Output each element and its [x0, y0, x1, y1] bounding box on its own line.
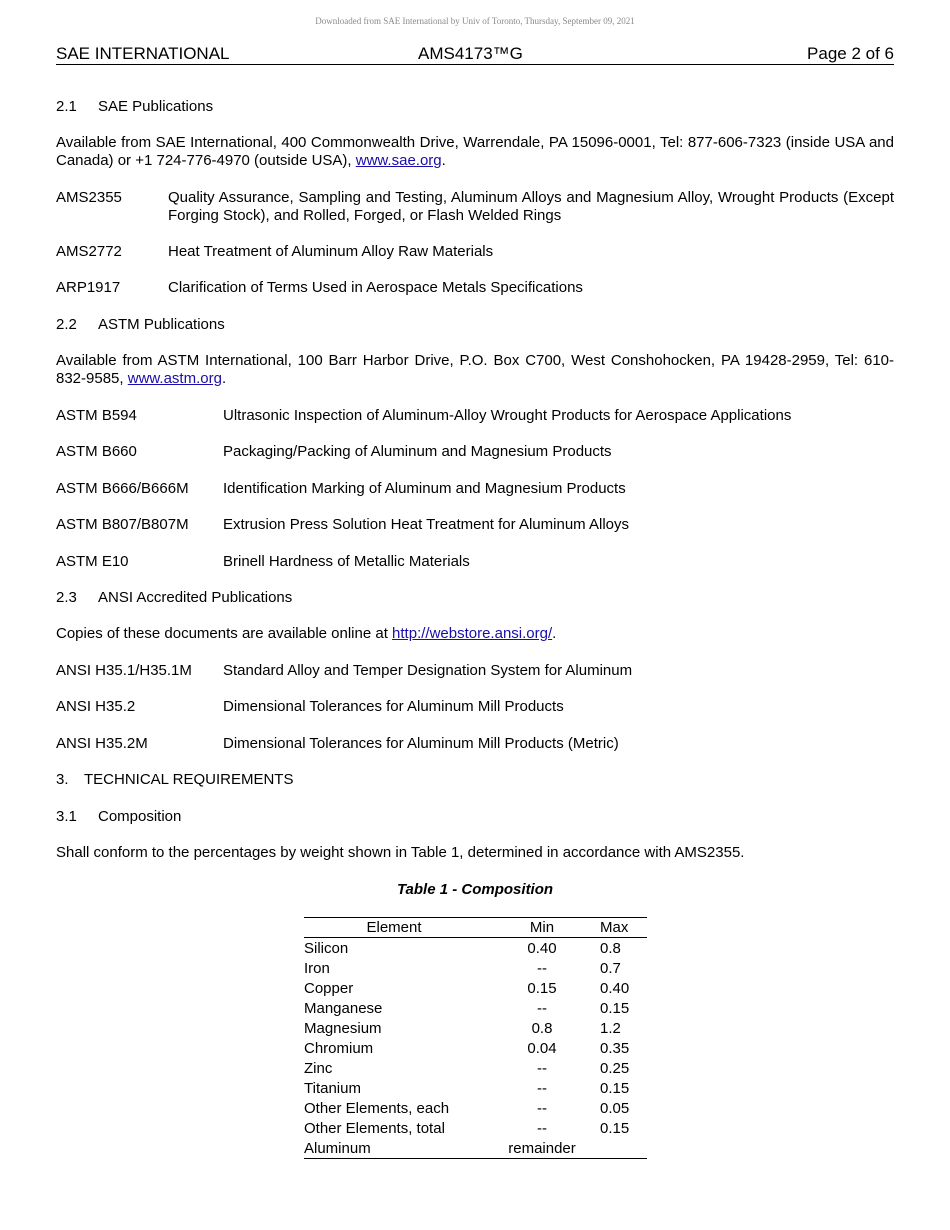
cell-max: 0.15: [600, 999, 630, 1017]
column-header-min: Min: [484, 918, 600, 938]
reference-title: Heat Treatment of Aluminum Alloy Raw Materials: [168, 243, 494, 260]
section-title: ASTM Publications: [98, 316, 225, 333]
cell-min: --: [537, 1119, 547, 1137]
cell-element: Other Elements, each: [304, 1099, 450, 1117]
reference-code: ASTM E10: [56, 553, 129, 570]
cell-element: Zinc: [304, 1059, 333, 1077]
reference-title: Standard Alloy and Temper Designation System for Aluminum: [223, 662, 633, 679]
reference-item: [56, 735, 894, 753]
table-row: [304, 1098, 647, 1118]
table-body: [304, 938, 647, 1159]
table-row: [304, 1138, 647, 1159]
section-number: 2.1: [56, 98, 77, 115]
astm-website-link[interactable]: www.astm.org: [127, 370, 222, 387]
section-number: 2.2: [56, 316, 77, 333]
paragraph-end: .: [221, 370, 227, 387]
table-header-row: [304, 918, 647, 938]
section-title: SAE Publications: [98, 98, 214, 115]
reference-item: [56, 279, 894, 297]
cell-min: --: [537, 999, 547, 1017]
cell-min: 0.04: [527, 1039, 557, 1057]
reference-item: [56, 407, 894, 425]
reference-code: ANSI H35.2M: [56, 735, 148, 752]
table-row: [304, 1078, 647, 1098]
cell-min: 0.8: [531, 1019, 553, 1037]
ansi-availability-paragraph: [56, 625, 894, 643]
reference-title: Clarification of Terms Used in Aerospace Metals Specifications: [168, 279, 583, 296]
cell-max: 0.7: [600, 959, 621, 977]
cell-max: 0.25: [600, 1059, 630, 1077]
reference-item: [56, 698, 894, 716]
cell-max: [600, 1138, 647, 1159]
cell-element: Copper: [304, 979, 354, 997]
paragraph-end: .: [441, 152, 446, 169]
cell-min: remainder: [484, 1138, 600, 1159]
reference-code: ASTM B666/B666M: [56, 480, 189, 497]
sae-website-link[interactable]: www.sae.org: [355, 152, 442, 169]
section-heading-3: [56, 771, 293, 789]
table-row: [304, 1038, 647, 1058]
reference-item: [56, 480, 894, 498]
section-heading-3-1: [56, 808, 181, 826]
reference-title: Packaging/Packing of Aluminum and Magnesium Products: [223, 443, 612, 460]
reference-code: ASTM B594: [56, 407, 137, 424]
reference-item: [56, 443, 894, 461]
reference-title: Quality Assurance, Sampling and Testing, Aluminum Alloys and Magnesium Alloy, Wrought Products (Except Forging Stock), and Rolled, Forged, or Flash Welded Rings: [168, 189, 894, 224]
cell-element: Magnesium: [304, 1019, 382, 1037]
cell-min: 0.15: [527, 979, 557, 997]
cell-max: 1.2: [600, 1019, 621, 1037]
cell-element: Iron: [304, 959, 330, 977]
cell-element: Titanium: [304, 1079, 361, 1097]
section-heading-2-1: [56, 98, 213, 116]
cell-min: 0.40: [527, 939, 557, 957]
composition-table: [304, 917, 647, 1159]
table-row: [304, 1118, 647, 1138]
cell-min: --: [537, 1099, 547, 1117]
reference-item: [56, 243, 894, 261]
reference-code: ANSI H35.1/H35.1M: [56, 662, 192, 679]
table-row: [304, 1018, 647, 1038]
cell-max: 0.35: [600, 1039, 630, 1057]
table-row: [304, 998, 647, 1018]
cell-element: Chromium: [304, 1039, 374, 1057]
cell-min: --: [537, 1079, 547, 1097]
cell-element: Aluminum: [304, 1138, 484, 1159]
reference-item: [56, 516, 894, 534]
section-number: 3.1: [56, 808, 77, 825]
paragraph-text: Available from ASTM International, 100 Barr Harbor Drive, P.O. Box C700, West Conshohocken, PA 19428-2959, Tel: 610-832-9585,: [56, 352, 894, 387]
reference-code: ARP1917: [56, 279, 121, 296]
column-header-element: Element: [304, 918, 484, 938]
reference-code: AMS2355: [56, 189, 122, 206]
header-page-number: Page 2 of 6: [807, 44, 894, 63]
cell-max: 0.40: [600, 979, 630, 997]
cell-max: 0.15: [600, 1119, 630, 1137]
page-header: [56, 44, 894, 65]
cell-min: --: [537, 959, 547, 977]
header-publisher: SAE INTERNATIONAL: [56, 44, 230, 63]
reference-item: [56, 553, 894, 571]
column-header-max: Max: [600, 918, 647, 938]
section-heading-2-3: [56, 589, 292, 607]
cell-element: Silicon: [304, 939, 349, 957]
reference-item: [56, 189, 894, 225]
table-row: [304, 978, 647, 998]
reference-title: Brinell Hardness of Metallic Materials: [223, 553, 470, 570]
composition-paragraph: Shall conform to the percentages by weight shown in Table 1, determined in accordance with AMS2355.: [56, 844, 745, 861]
ansi-webstore-link[interactable]: http://webstore.ansi.org/: [392, 625, 553, 642]
section-title: ANSI Accredited Publications: [98, 589, 293, 606]
cell-max: 0.8: [600, 939, 621, 957]
cell-max: 0.05: [600, 1099, 630, 1117]
download-watermark: Downloaded from SAE International by Univ of Toronto, Thursday, September 09, 2021: [315, 16, 635, 26]
reference-code: ASTM B807/B807M: [56, 516, 189, 533]
section-title: Composition: [98, 808, 182, 825]
table-row: [304, 958, 647, 978]
section-number: 2.3: [56, 589, 77, 606]
reference-item: [56, 662, 894, 680]
sae-availability-paragraph: [56, 134, 894, 170]
table-row: [304, 1058, 647, 1078]
cell-element: Other Elements, total: [304, 1119, 445, 1137]
reference-code: AMS2772: [56, 243, 122, 260]
reference-title: Identification Marking of Aluminum and Magnesium Products: [223, 480, 626, 497]
cell-min: --: [537, 1059, 547, 1077]
paragraph-text: Copies of these documents are available online at: [56, 625, 393, 642]
table-caption: Table 1 - Composition: [396, 881, 554, 898]
cell-max: 0.15: [600, 1079, 630, 1097]
header-doc-number: AMS4173™G: [418, 44, 523, 63]
section-heading-2-2: [56, 316, 225, 334]
section-title: TECHNICAL REQUIREMENTS: [84, 771, 294, 788]
paragraph-end: .: [552, 625, 557, 642]
section-number: 3.: [56, 771, 69, 788]
reference-code: ASTM B660: [56, 443, 137, 460]
reference-title: Ultrasonic Inspection of Aluminum-Alloy Wrought Products for Aerospace Applications: [223, 407, 792, 424]
reference-code: ANSI H35.2: [56, 698, 136, 715]
paragraph-text: Available from SAE International, 400 Commonwealth Drive, Warrendale, PA 15096-0001, Tel: 877-606-7323 (inside USA and Canada) or +1 724-776-4970 (outside USA),: [56, 134, 894, 169]
table-row: [304, 938, 647, 959]
astm-availability-paragraph: [56, 352, 894, 388]
reference-title: Dimensional Tolerances for Aluminum Mill Products: [223, 698, 564, 715]
cell-element: Manganese: [304, 999, 383, 1017]
reference-title: Extrusion Press Solution Heat Treatment for Aluminum Alloys: [223, 516, 630, 533]
reference-title: Dimensional Tolerances for Aluminum Mill Products (Metric): [223, 735, 619, 752]
